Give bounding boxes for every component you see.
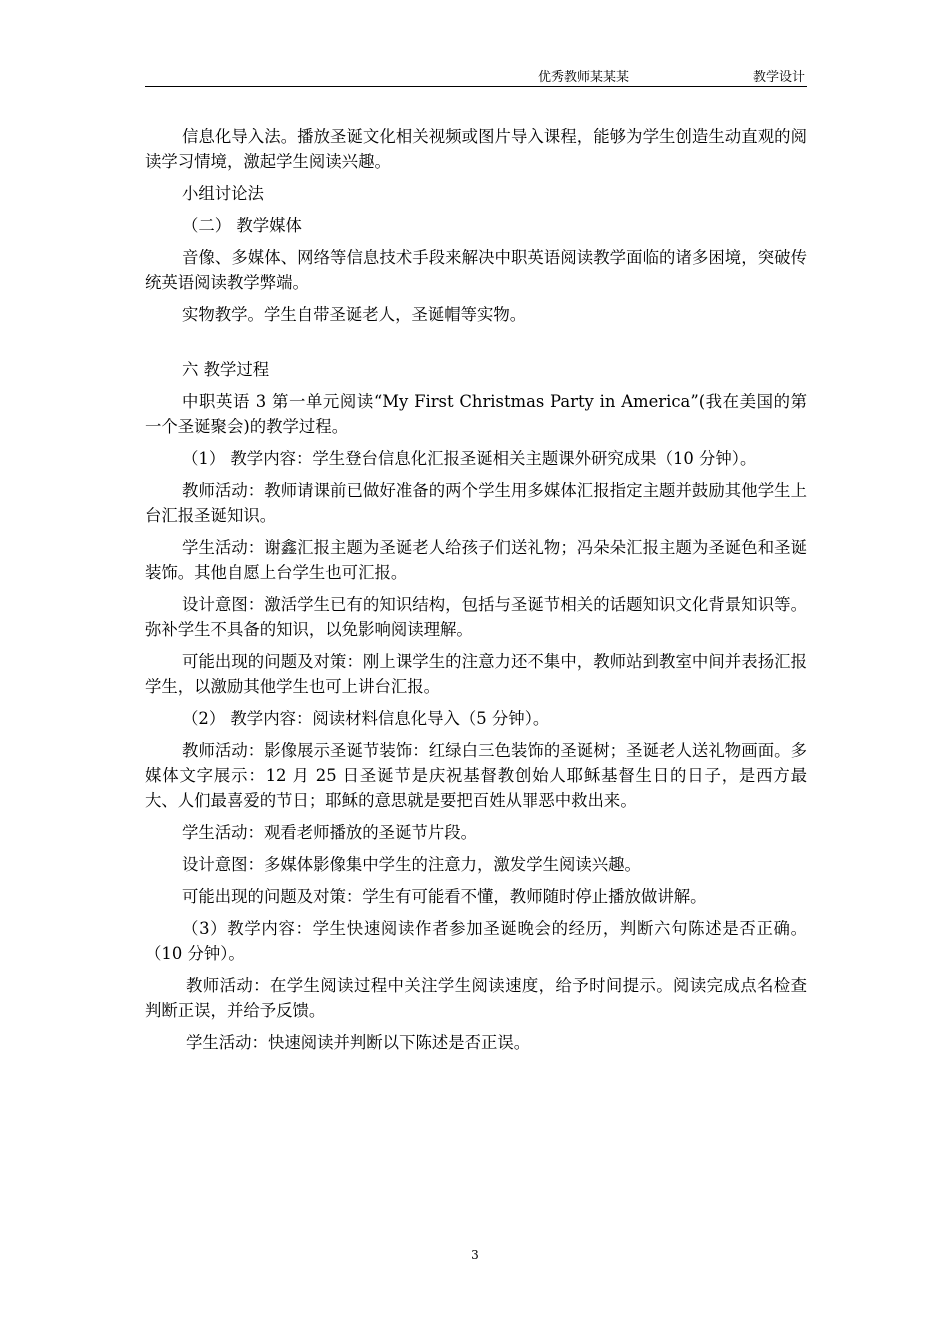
step-1-teacher-activity: 教师活动：教师请课前已做好准备的两个学生用多媒体汇报指定主题并鼓励其他学生上台汇报圣诞知识。 [145,481,807,525]
header-doc-type: 教学设计 [752,70,805,85]
step-2-problems-countermeasures: 可能出现的问题及对策：学生有可能看不懂，教师随时停止播放做讲解。 [182,887,707,906]
section-heading-teaching-process: 六 教学过程 [182,360,270,379]
page-header [145,66,807,87]
step-1-problems-countermeasures: 可能出现的问题及对策：刚上课学生的注意力还不集中，教师站到教室中间并表扬汇报学生，以激励其他学生也可上讲台汇报。 [145,652,807,696]
step-1-content: （1） 教学内容：学生登台信息化汇报圣诞相关主题课外研究成果（10 分钟）。 [182,449,757,468]
step-3-content: （3）教学内容：学生快速阅读作者参加圣诞晚会的经历，判断六句陈述是否正确。（10 分钟）。 [145,919,807,963]
step-2-teacher-activity: 教师活动：影像展示圣诞节装饰：红绿白三色装饰的圣诞树；圣诞老人送礼物画面。多媒体文字展示：12 月 25 日圣诞节是庆祝基督教创始人耶稣基督生日的日子，是西方最大、人们最喜爱的节日；耶稣的意思就是要把百姓从罪恶中救出来。 [145,741,807,810]
step-2-student-activity: 学生活动：观看老师播放的圣诞节片段。 [182,823,478,842]
step-1-design-intent: 设计意图：激活学生已有的知识结构，包括与圣诞节相关的话题知识文化背景知识等。弥补学生不具备的知识，以免影响阅读理解。 [145,595,807,639]
paragraph-physical-objects: 实物教学。学生自带圣诞老人，圣诞帽等实物。 [182,305,527,324]
section-heading-teaching-media: （二） 教学媒体 [182,216,302,235]
paragraph-media-techniques: 音像、多媒体、网络等信息技术手段来解决中职英语阅读教学面临的诸多困境，突破传统英语阅读教学弊端。 [145,248,807,292]
header-author: 优秀教师某某某 [538,70,630,85]
step-3-teacher-activity: 教师活动：在学生阅读过程中关注学生阅读速度，给予时间提示。阅读完成点名检查判断正误，并给予反馈。 [145,976,807,1020]
page-number: 3 [471,1248,479,1262]
paragraph-group-discussion: 小组讨论法 [182,184,264,203]
step-2-design-intent: 设计意图：多媒体影像集中学生的注意力，激发学生阅读兴趣。 [182,855,641,874]
paragraph-process-intro: 中职英语 3 第一单元阅读“My First Christmas Party in America”(我在美国的第一个圣诞聚会)的教学过程。 [145,392,807,436]
paragraph-info-import-method: 信息化导入法。播放圣诞文化相关视频或图片导入课程，能够为学生创造生动直观的阅读学习情境，激起学生阅读兴趣。 [145,127,807,171]
document-body [145,124,807,1062]
step-2-content: （2） 教学内容：阅读材料信息化导入（5 分钟）。 [182,709,550,728]
step-1-student-activity: 学生活动：谢鑫汇报主题为圣诞老人给孩子们送礼物；冯朵朵汇报主题为圣诞色和圣诞装饰。其他自愿上台学生也可汇报。 [145,538,807,582]
step-3-student-activity: 学生活动：快速阅读并判断以下陈述是否正误。 [186,1033,531,1052]
